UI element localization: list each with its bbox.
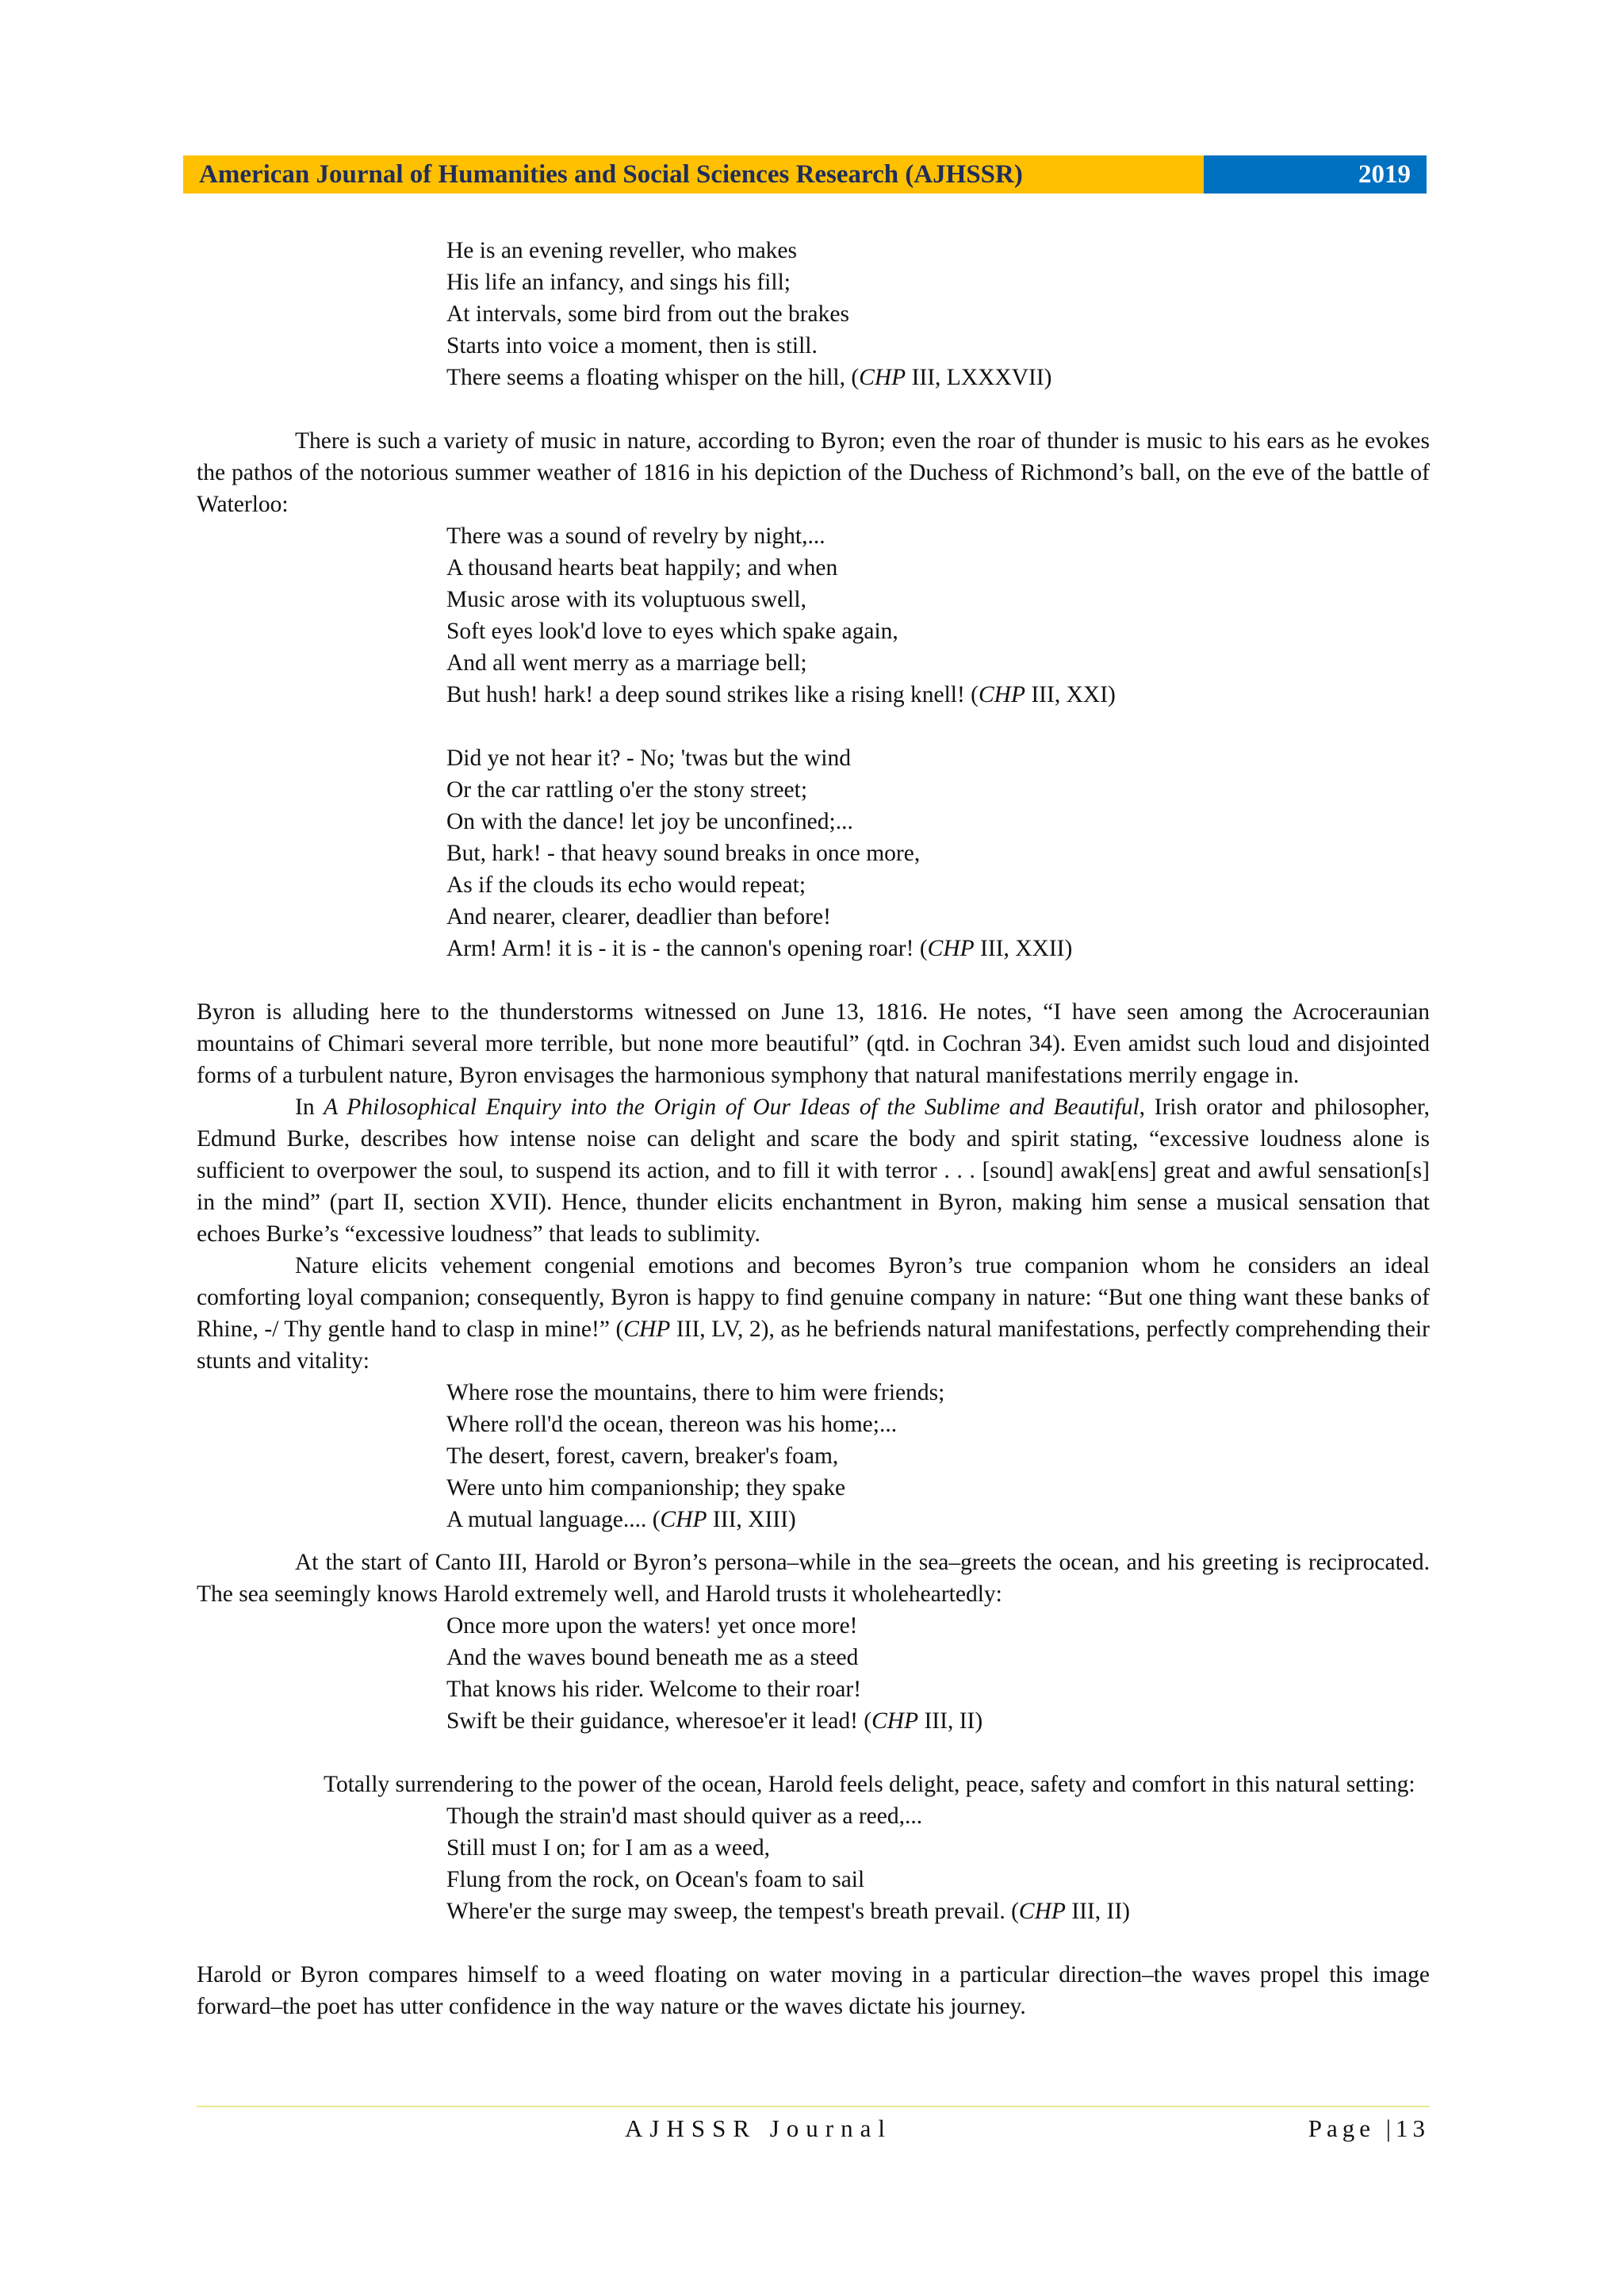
paragraph: Harold or Byron compares himself to a weed floating on water moving in a particular direction–the waves propel this image forward–the poet has utter confidence in the way nature or the waves dictate his journey. — [197, 1962, 1430, 2019]
verse-line: That knows his rider. Welcome to their roar! — [446, 1677, 862, 1702]
verse-line: There was a sound of revelry by night,... — [446, 523, 825, 549]
citation-work: CHP — [1018, 1899, 1066, 1924]
paragraph: Nature elicits vehement congenial emotions and becomes Byron’s true companion whom he considers an ideal comforting loyal companion; consequently, Byron is happy to find genuine company in nature: “But one thing want these banks of Rhine, -/ Thy gentle hand to clasp in mine!” (CHP III, LV, 2), as he befriends natural manifestations, perfectly comprehending their stunts and vitality: — [197, 1253, 1430, 1374]
verse-line: There seems a floating whisper on the hill, (CHP III, LXXXVII) — [446, 365, 1052, 390]
verse-block-5 — [446, 1610, 1430, 1737]
journal-title: American Journal of Humanities and Social Sciences Research (AJHSSR) — [183, 155, 1204, 194]
verse-line: A thousand hearts beat happily; and when — [446, 555, 838, 581]
citation-work: CHP — [859, 365, 906, 390]
verse-line: At intervals, some bird from out the brakes — [446, 301, 849, 327]
verse-line: And the waves bound beneath me as a steed — [446, 1645, 859, 1670]
verse-block-1 — [446, 235, 1430, 393]
citation-work: CHP — [927, 936, 975, 961]
verse-line: Where roll'd the ocean, thereon was his home;... — [446, 1412, 898, 1437]
verse-line: As if the clouds its echo would repeat; — [446, 872, 806, 898]
verse-block-6 — [446, 1800, 1430, 1927]
paragraph: Byron is alluding here to the thunderstorms witnessed on June 13, 1816. He notes, “I have seen among the Acroceraunian mountains of Chimari several more terrible, but none more beautiful” (qtd. in Cochran 34). Even amidst such loud and disjointed forms of a turbulent nature, Byron envisages the harmonious symphony that natural manifestations merrily engage in. — [197, 999, 1430, 1088]
article-body — [197, 235, 1430, 2022]
citation-work: CHP — [871, 1708, 919, 1734]
verse-line: Starts into voice a moment, then is still. — [446, 333, 818, 358]
citation-work: CHP — [623, 1317, 671, 1342]
verse-line: Once more upon the waters! yet once more! — [446, 1613, 858, 1639]
page-footer — [197, 2111, 1430, 2146]
journal-header — [183, 155, 1427, 194]
verse-line: A mutual language.... (CHP III, XIII) — [446, 1507, 796, 1532]
verse-line: And nearer, clearer, deadlier than before! — [446, 904, 831, 930]
verse-line: But hush! hark! a deep sound strikes like a rising knell! (CHP III, XXI) — [446, 682, 1116, 707]
verse-line: But, hark! - that heavy sound breaks in once more, — [446, 841, 921, 866]
journal-year: 2019 — [1204, 155, 1427, 194]
citation-work: CHP — [660, 1507, 707, 1532]
verse-line: Did ye not hear it? - No; 'twas but the wind — [446, 746, 851, 771]
verse-line: Where'er the surge may sweep, the tempest's breath prevail. (CHP III, II) — [446, 1899, 1130, 1924]
verse-line: And all went merry as a marriage bell; — [446, 650, 807, 676]
verse-line: On with the dance! let joy be unconfined;... — [446, 809, 853, 834]
footer-rule — [197, 2106, 1430, 2107]
paragraph: There is such a variety of music in nature, according to Byron; even the roar of thunder is music to his ears as he evokes the pathos of the notorious summer weather of 1816 in his depiction of the Duchess of Richmond’s ball, on the eve of the battle of Waterloo: — [197, 428, 1430, 517]
verse-line: Soft eyes look'd love to eyes which spake again, — [446, 619, 898, 644]
paragraph: At the start of Canto III, Harold or Byron’s persona–while in the sea–greets the ocean, and his greeting is reciprocated. The sea seemingly knows Harold extremely well, and Harold trusts it wholeheartedly: — [197, 1550, 1430, 1607]
citation-work: CHP — [978, 682, 1025, 707]
verse-line: Arm! Arm! it is - it is - the cannon's opening roar! (CHP III, XXII) — [446, 936, 1073, 961]
verse-line: He is an evening reveller, who makes — [446, 238, 797, 263]
verse-block-2 — [446, 520, 1430, 964]
verse-line: Music arose with its voluptuous swell, — [446, 587, 806, 612]
verse-line: Flung from the rock, on Ocean's foam to sail — [446, 1867, 865, 1892]
verse-line: Though the strain'd mast should quiver as a reed,... — [446, 1803, 923, 1829]
footer-journal: AJHSSR Journal — [625, 2114, 893, 2142]
verse-line: Or the car rattling o'er the stony street; — [446, 777, 808, 803]
verse-line: Where rose the mountains, there to him were friends; — [446, 1380, 945, 1405]
verse-line: His life an infancy, and sings his fill; — [446, 270, 791, 295]
paragraph: In A Philosophical Enquiry into the Origin of Our Ideas of the Sublime and Beautiful, Irish orator and philosopher, Edmund Burke, describes how intense noise can delight and scare the body and spirit stating, “excessive loudness alone is sufficient to overpower the soul, to suspend its action, and to fill it with terror . . . [sound] awak[ens] great and awful sensation[s] in the mind” (part II, section XVII). Hence, thunder elicits enchantment in Byron, making him sense a musical sensation that echoes Burke’s “excessive loudness” that leads to sublimity. — [197, 1094, 1430, 1247]
book-title: A Philosophical Enquiry into the Origin of Our Ideas of the Sublime and Beautiful — [324, 1094, 1139, 1120]
paragraph: Totally surrendering to the power of the ocean, Harold feels delight, peace, safety and comfort in this natural setting: — [324, 1772, 1415, 1797]
verse-block-4 — [446, 1377, 1430, 1535]
verse-line: The desert, forest, cavern, breaker's foam, — [446, 1443, 839, 1469]
verse-line: Swift be their guidance, wheresoe'er it lead! (CHP III, II) — [446, 1708, 983, 1734]
verse-line: Still must I on; for I am as a weed, — [446, 1835, 771, 1861]
verse-line: Were unto him companionship; they spake — [446, 1475, 846, 1501]
page-number: Page |13 — [1308, 2114, 1430, 2142]
